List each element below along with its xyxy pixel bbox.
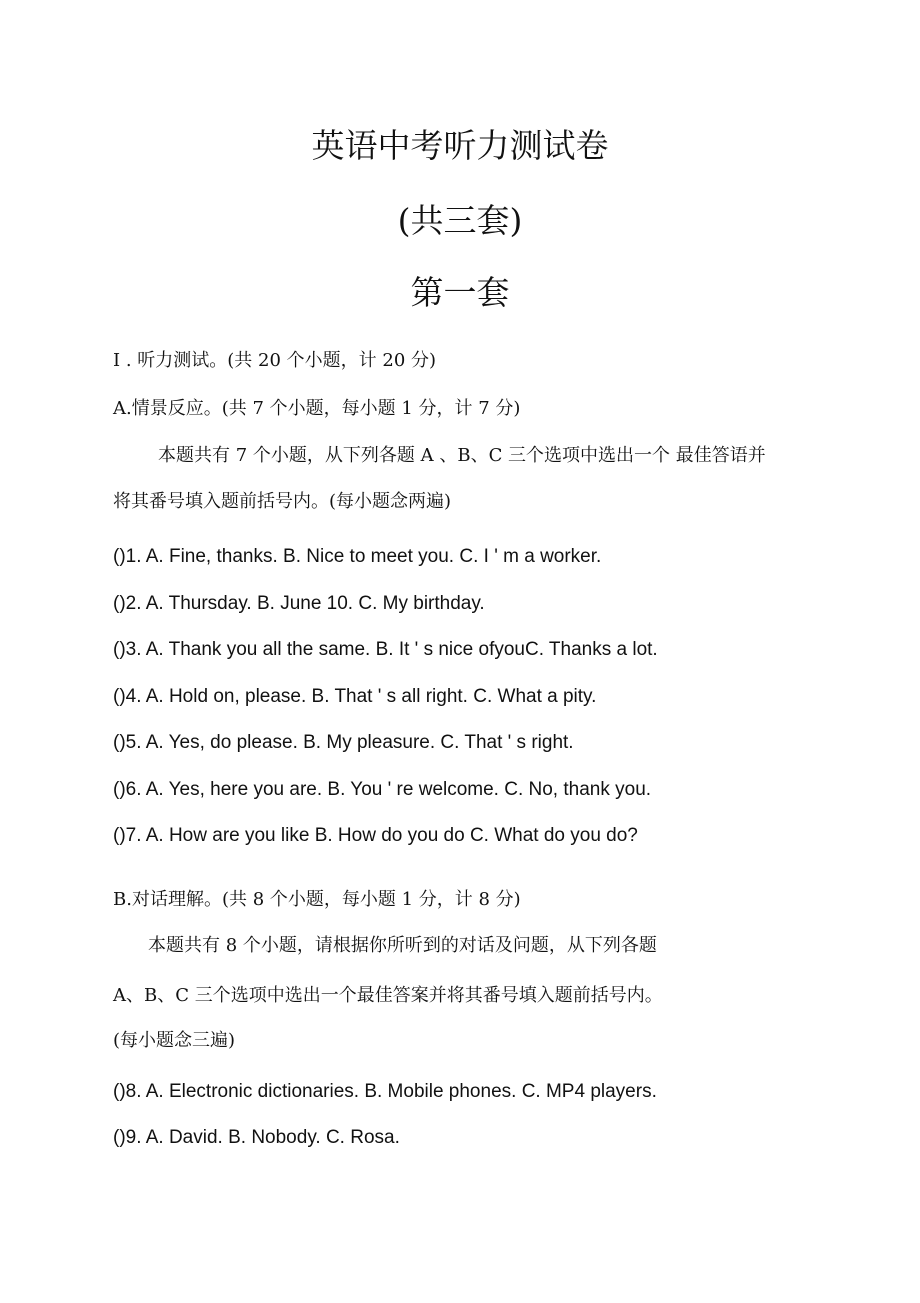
question-6: ()6. A. Yes, here you are. B. You ' re welcome. C. No, thank you. [113,779,652,800]
exam-title: 英语中考听力测试卷 [311,126,609,165]
question-8: ()8. A. Electronic dictionaries. B. Mobile phones. C. MP4 players. [113,1081,657,1102]
part1-heading: I . 听力测试。(共 20 个小题，计 20 分) [113,350,437,371]
question-4: ()4. A. Hold on, please. B. That ' s all right. C. What a pity. [113,686,597,707]
section-a-heading: A.情景反应。(共 7 个小题，每小题 1 分，计 7 分) [113,398,521,419]
section-b-instruction-line2: A、B、C 三个选项中选出一个最佳答案并将其番号填入题前括号内。 [113,985,663,1006]
section-b-heading: B.对话理解。(共 8 个小题，每小题 1 分，计 8 分) [113,889,521,910]
question-2: ()2. A. Thursday. B. June 10. C. My birthday. [113,593,485,614]
set-title: 第一套 [410,273,510,312]
section-b-instruction-line3: (每小题念三遍) [113,1030,236,1051]
exam-subtitle: (共三套) [397,201,523,240]
question-9: ()9. A. David. B. Nobody. C. Rosa. [113,1127,400,1148]
question-5: ()5. A. Yes, do please. B. My pleasure. C. That ' s right. [113,732,574,753]
section-a-instruction-line1: 本题共有 7 个小题，从下列各题 A 、B、C 三个选项中选出一个 最佳答语并 [158,445,766,466]
question-7: ()7. A. How are you like B. How do you do C. What do you do? [113,825,638,846]
section-a-instruction-line2: 将其番号填入题前括号内。(每小题念两遍) [113,491,452,512]
question-3: ()3. A. Thank you all the same. B. It ' s nice ofyouC. Thanks a lot. [113,639,658,660]
question-1: ()1. A. Fine, thanks. B. Nice to meet you. C. I ' m a worker. [113,546,602,567]
section-b-instruction-line1: 本题共有 8 个小题，请根据你所听到的对话及问题，从下列各题 [148,935,657,956]
